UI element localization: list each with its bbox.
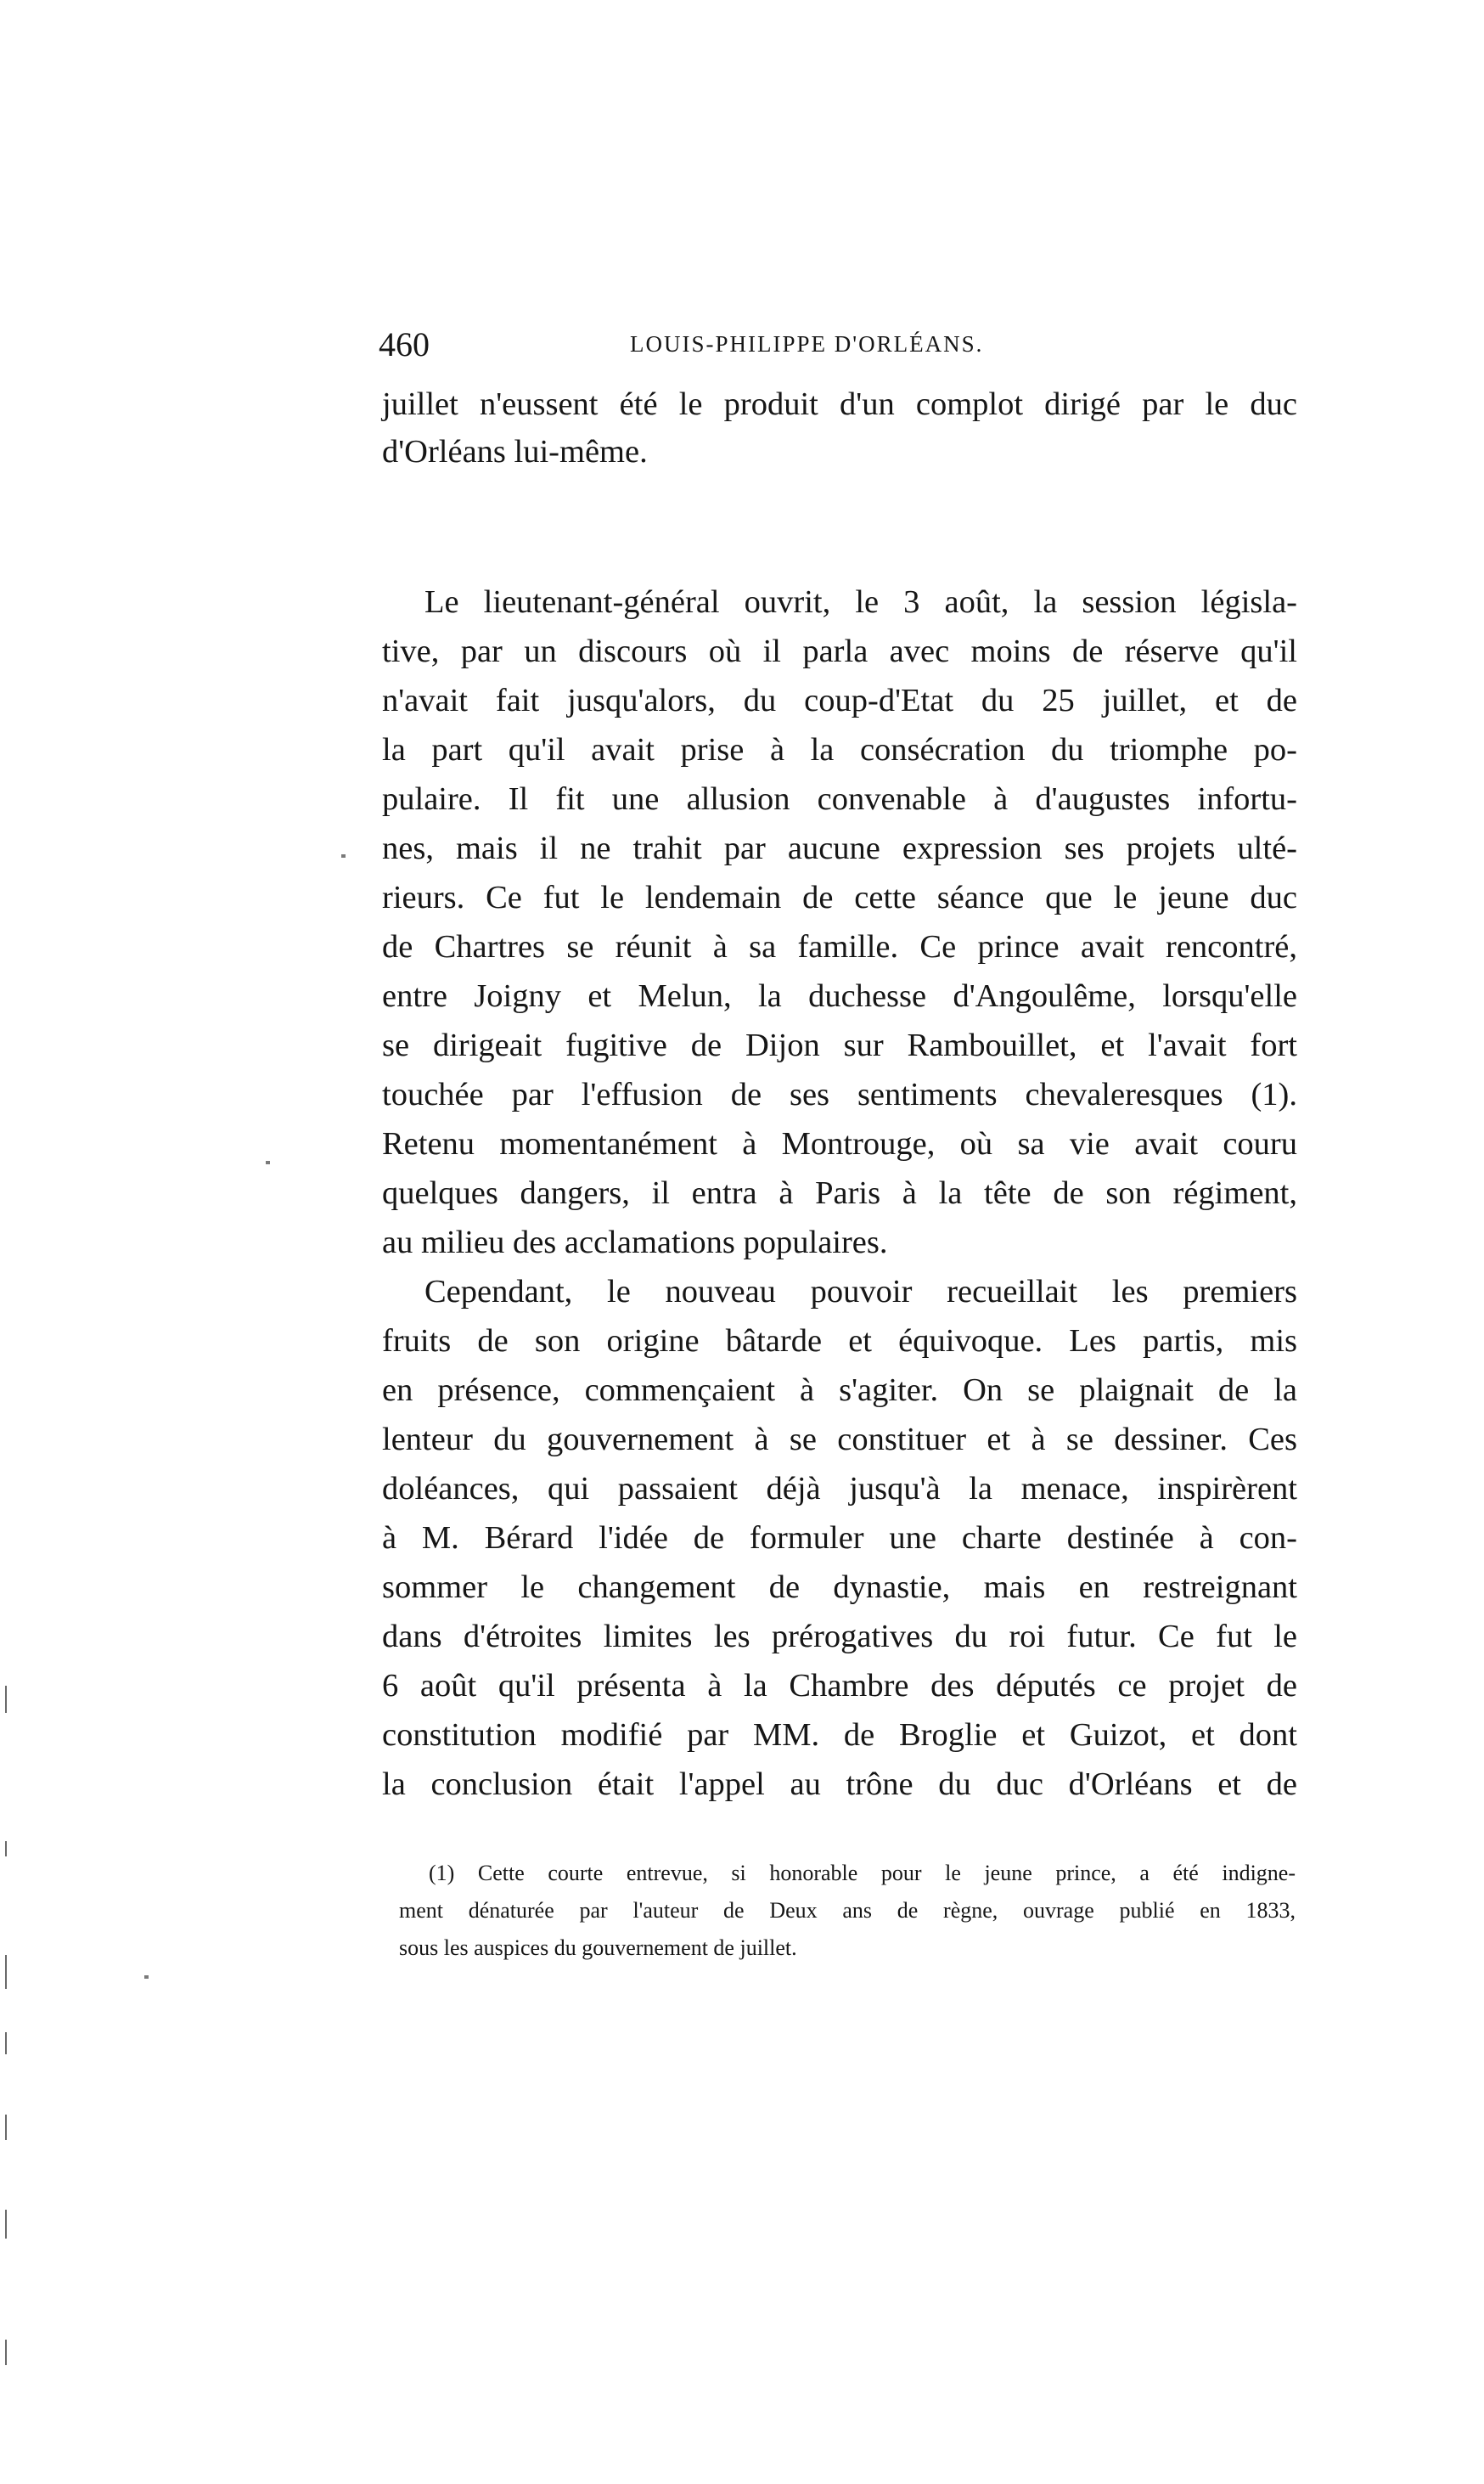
running-head: LOUIS-PHILIPPE D'ORLÉANS. [630, 331, 984, 357]
text-line: Le lieutenant-général ouvrit, le 3 août, la session législa- [424, 584, 1297, 620]
text-line: nes, mais il ne trahit par aucune expression ses projets ulté- [382, 831, 1297, 866]
text-line: Retenu momentanément à Montrouge, où sa vie avait couru [382, 1126, 1297, 1162]
text-line: doléances, qui passaient déjà jusqu'à la menace, inspirèrent [382, 1471, 1297, 1507]
text-line: quelques dangers, il entra à Paris à la tête de son régiment, [382, 1175, 1297, 1211]
text-line: lenteur du gouvernement à se constituer et à se dessiner. Ces [382, 1422, 1297, 1457]
text-line: n'avait fait jusqu'alors, du coup-d'Etat du 25 juillet, et de [382, 683, 1297, 718]
text-line: 6 août qu'il présenta à la Chambre des députés ce projet de [382, 1668, 1297, 1704]
scan-mark [5, 1686, 7, 1713]
scan-mark [5, 2115, 7, 2140]
scan-mark [5, 2210, 7, 2239]
text-line: juillet n'eussent été le produit d'un complot dirigé par le duc [382, 386, 1297, 422]
text-line: la part qu'il avait prise à la consécration du triomphe po- [382, 732, 1297, 768]
scan-speck [341, 854, 346, 858]
footnote-line: sous les auspices du gouvernement de juillet. [399, 1935, 797, 1960]
scan-mark [5, 2032, 7, 2054]
scan-mark [5, 1955, 7, 1989]
footnote-line: ment dénaturée par l'auteur de Deux ans de règne, ouvrage publié en 1833, [399, 1898, 1296, 1923]
text-line: de Chartres se réunit à sa famille. Ce prince avait rencontré, [382, 929, 1297, 965]
text-line: d'Orléans lui-même. [382, 434, 648, 470]
page-number: 460 [379, 325, 430, 363]
text-line: se dirigeait fugitive de Dijon sur Rambouillet, et l'avait fort [382, 1028, 1297, 1063]
footnote-line: (1) Cette courte entrevue, si honorable pour le jeune prince, a été indigne- [429, 1861, 1296, 1885]
text-line: en présence, commençaient à s'agiter. On se plaignait de la [382, 1372, 1297, 1408]
scan-mark [5, 2340, 7, 2365]
page-header [379, 324, 1313, 375]
text-line: la conclusion était l'appel au trône du duc d'Orléans et de [382, 1766, 1297, 1802]
text-line: rieurs. Ce fut le lendemain de cette séance que le jeune duc [382, 880, 1297, 915]
text-line: entre Joigny et Melun, la duchesse d'Angoulême, lorsqu'elle [382, 978, 1297, 1014]
text-line: dans d'étroites limites les prérogatives du roi futur. Ce fut le [382, 1619, 1297, 1654]
text-line: Cependant, le nouveau pouvoir recueillait les premiers [424, 1274, 1297, 1310]
text-line: pulaire. Il fit une allusion convenable à d'augustes infortu- [382, 781, 1297, 817]
text-line: à M. Bérard l'idée de formuler une charte destinée à con- [382, 1520, 1297, 1556]
text-line: sommer le changement de dynastie, mais en restreignant [382, 1569, 1297, 1605]
text-line: tive, par un discours où il parla avec moins de réserve qu'il [382, 634, 1297, 669]
scan-speck [266, 1161, 270, 1164]
scan-mark [5, 1841, 7, 1856]
scan-speck [144, 1975, 149, 1979]
text-line: fruits de son origine bâtarde et équivoque. Les partis, mis [382, 1323, 1297, 1359]
text-line: touchée par l'effusion de ses sentiments chevaleresques (1). [382, 1077, 1297, 1112]
text-line: constitution modifié par MM. de Broglie et Guizot, et dont [382, 1717, 1297, 1753]
text-line: au milieu des acclamations populaires. [382, 1225, 888, 1260]
